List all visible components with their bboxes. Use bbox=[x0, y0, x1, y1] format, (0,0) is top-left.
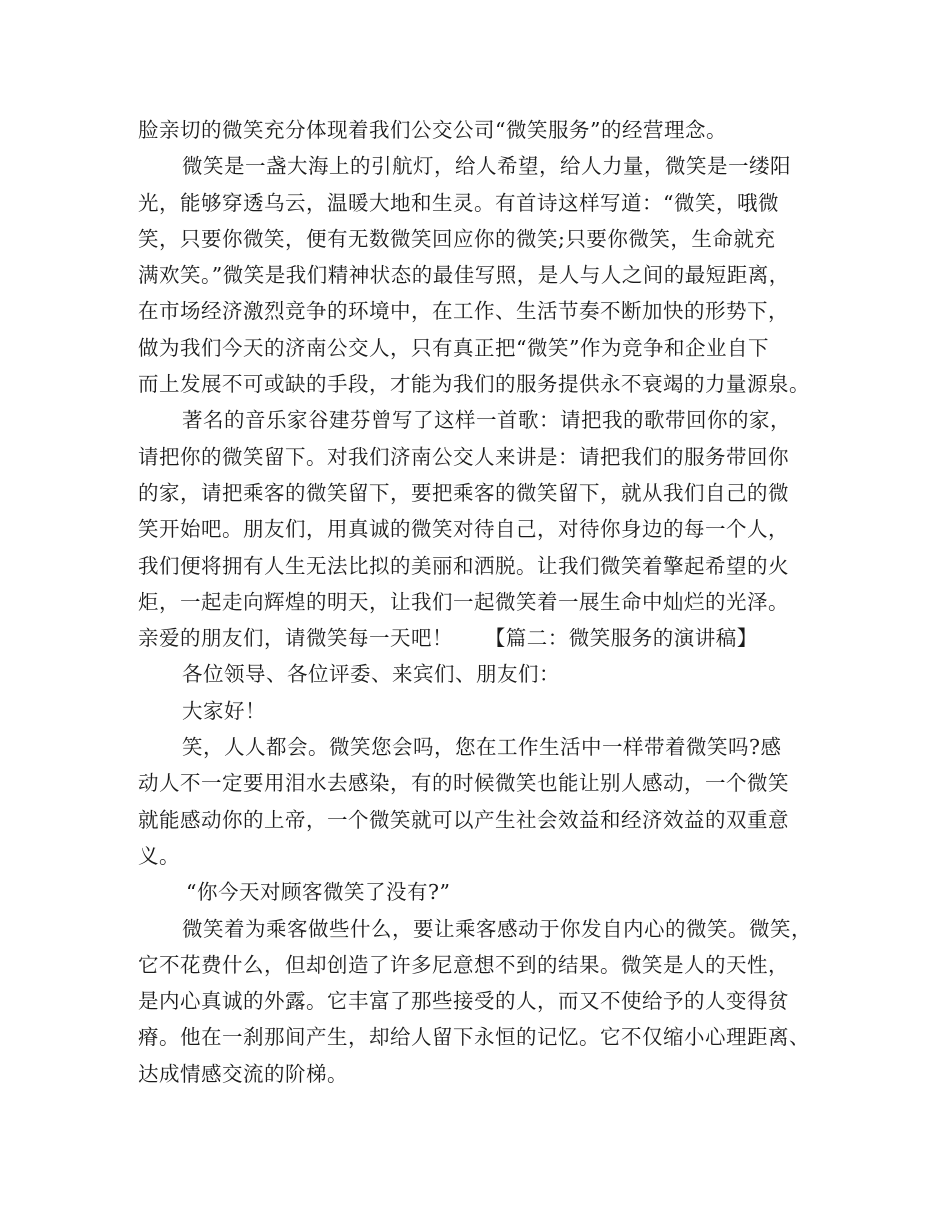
text-line: 瘠。他在一刹那间产生，却给人留下永恒的记忆。它不仅缩小心理距离、 bbox=[138, 1025, 810, 1050]
text-line: 动人不一定要用泪水去感染，有的时候微笑也能让别人感动，一个微笑 bbox=[138, 771, 789, 796]
text-line: 做为我们今天的济南公交人，只有真正把“微笑”作为竞争和企业自下 bbox=[138, 335, 769, 360]
document-body bbox=[138, 112, 838, 1092]
text-line: 笑，只要你微笑，便有无数微笑回应你的微笑;只要你微笑，生命就充 bbox=[138, 226, 776, 251]
text-line: 著名的音乐家谷建芬曾写了这样一首歌：请把我的歌带回你的家， bbox=[182, 408, 791, 433]
text-line: 请把你的微笑留下。对我们济南公交人来讲是：请把我们的服务带回你 bbox=[138, 444, 789, 469]
text-line: 炬，一起走向辉煌的明天，让我们一起微笑着一展生命中灿烂的光泽。 bbox=[138, 589, 789, 614]
text-line: 达成情感交流的阶梯。 bbox=[138, 1061, 348, 1086]
text-line: 光，能够穿透乌云，温暖大地和生灵。有首诗这样写道：“微笑，哦微 bbox=[138, 190, 779, 215]
text-line: 微笑着为乘客做些什么，要让乘客感动于你发自内心的微笑。微笑， bbox=[182, 916, 812, 941]
text-line: 的家，请把乘客的微笑留下，要把乘客的微笑留下，就从我们自己的微 bbox=[138, 480, 789, 505]
salutation-line: 各位领导、各位评委、来宾们、朋友们： bbox=[182, 662, 560, 687]
quote-line: “你今天对顾客微笑了没有?” bbox=[186, 880, 451, 905]
text-line: 笑开始吧。朋友们，用真诚的微笑对待自己，对待你身边的每一个人， bbox=[138, 517, 789, 542]
text-line: 微笑是一盏大海上的引航灯，给人希望，给人力量，微笑是一缕阳 bbox=[182, 154, 791, 179]
text-line: 它不花费什么，但却创造了许多尼意想不到的结果。微笑是人的天性， bbox=[138, 952, 789, 977]
text-line: 而上发展不可或缺的手段，才能为我们的服务提供永不衰竭的力量源泉。 bbox=[138, 372, 810, 397]
text-line: 就能感动你的上帝，一个微笑就可以产生社会效益和经济效益的双重意 bbox=[138, 807, 789, 832]
section-heading-line: 亲爱的朋友们，请微笑每一天吧！ 【篇二：微笑服务的演讲稿】 bbox=[138, 626, 758, 651]
text-line: 我们便将拥有人生无法比拟的美丽和洒脱。让我们微笑着擎起希望的火 bbox=[138, 553, 789, 578]
text-line: 笑，人人都会。微笑您会吗，您在工作生活中一样带着微笑吗?感 bbox=[182, 735, 782, 760]
text-line: 在市场经济激烈竞争的环境中，在工作、生活节奏不断加快的形势下， bbox=[138, 299, 789, 324]
text-line: 义。 bbox=[138, 843, 180, 868]
text-line: 脸亲切的微笑充分体现着我们公交公司“微笑服务”的经营理念。 bbox=[138, 118, 727, 142]
text-line: 满欢笑。”微笑是我们精神状态的最佳写照，是人与人之间的最短距离， bbox=[138, 263, 790, 288]
greeting-line: 大家好！ bbox=[182, 698, 266, 723]
text-line: 是内心真诚的外露。它丰富了那些接受的人，而又不使给予的人变得贫 bbox=[138, 989, 789, 1014]
